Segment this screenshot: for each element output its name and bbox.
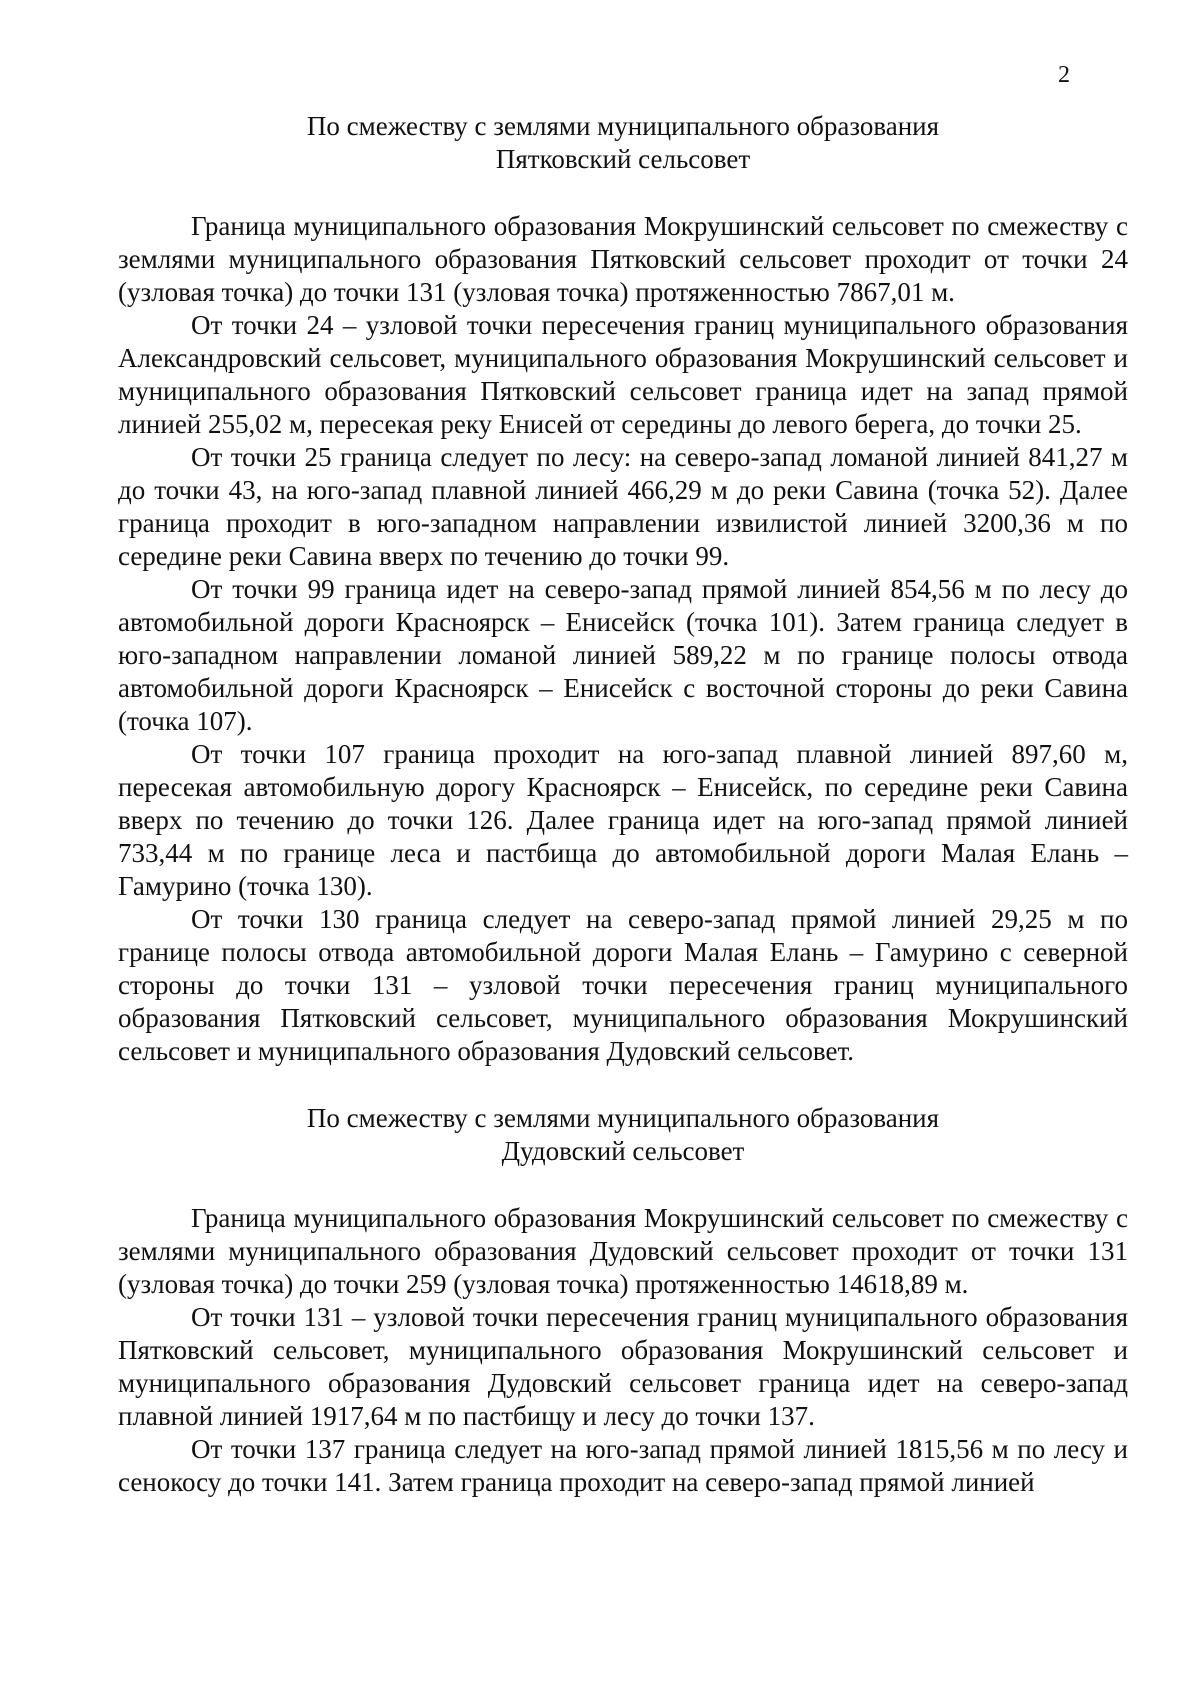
section-heading xyxy=(118,1102,1128,1168)
paragraph: От точки 24 – узловой точки пересечения границ муниципального образования Александровский сельсовет, муниципального образования Мокрушинский сельсовет и муниципального образования Пятковский сельсовет граница идет на запад прямой линией 255,02 м, пересекая реку Енисей от середины до левого берега, до точки 25. xyxy=(118,310,1128,439)
paragraph: Граница муниципального образования Мокрушинский сельсовет по смежеству с землями муниципального образования Пятковский сельсовет проходит от точки 24 (узловая точка) до точки 131 (узловая точка) протяженностью 7867,01 м. xyxy=(118,211,1128,307)
paragraph: От точки 99 граница идет на северо-запад прямой линией 854,56 м по лесу до автомобильной дороги Красноярск – Енисейск (точка 101). Затем граница следует в юго-западном направлении ломаной линией 589,22 м по границе полосы отвода автомобильной дороги Красноярск – Енисейск с восточной стороны до реки Савина (точка 107). xyxy=(118,574,1128,736)
section-heading-line2: Дудовский сельсовет xyxy=(501,1136,745,1166)
section-heading xyxy=(118,110,1128,176)
section-heading-line2: Пятковский сельсовет xyxy=(495,144,751,174)
section-heading-line1: По смежеству с землями муниципального образования xyxy=(306,1103,940,1133)
page-number: 2 xyxy=(1058,62,1070,88)
document-body xyxy=(118,110,1128,1499)
paragraph: От точки 137 граница следует на юго-запад прямой линией 1815,56 м по лесу и сенокосу до точки 141. Затем граница проходит на северо-запад прямой линией xyxy=(118,1434,1128,1497)
section-pyatkovsky xyxy=(118,110,1128,1068)
section-heading-line1: По смежеству с землями муниципального образования xyxy=(306,111,940,141)
paragraph: Граница муниципального образования Мокрушинский сельсовет по смежеству с землями муниципального образования Дудовский сельсовет проходит от точки 131 (узловая точка) до точки 259 (узловая точка) протяженностью 14618,89 м. xyxy=(118,1203,1128,1299)
paragraph: От точки 130 граница следует на северо-запад прямой линией 29,25 м по границе полосы отвода автомобильной дороги Малая Елань – Гамурино с северной стороны до точки 131 – узловой точки пересечения границ муниципального образования Пятковский сельсовет, муниципального образования Мокрушинский сельсовет и муниципального образования Дудовский сельсовет. xyxy=(118,904,1128,1066)
paragraph: От точки 107 граница проходит на юго-запад плавной линией 897,60 м, пересекая автомобильную дорогу Красноярск – Енисейск, по середине реки Савина вверх по течению до точки 126. Далее граница идет на юго-запад прямой линией 733,44 м по границе леса и пастбища до автомобильной дороги Малая Елань – Гамурино (точка 130). xyxy=(118,739,1128,901)
paragraph: От точки 131 – узловой точки пересечения границ муниципального образования Пятковский сельсовет, муниципального образования Мокрушинский сельсовет и муниципального образования Дудовский сельсовет граница идет на северо-запад плавной линией 1917,64 м по пастбищу и лесу до точки 137. xyxy=(118,1302,1128,1431)
paragraph: От точки 25 граница следует по лесу: на северо-запад ломаной линией 841,27 м до точки 43, на юго-запад плавной линией 466,29 м до реки Савина (точка 52). Далее граница проходит в юго-западном направлении извилистой линией 3200,36 м по середине реки Савина вверх по течению до точки 99. xyxy=(118,442,1128,571)
section-dudovsky xyxy=(118,1102,1128,1499)
